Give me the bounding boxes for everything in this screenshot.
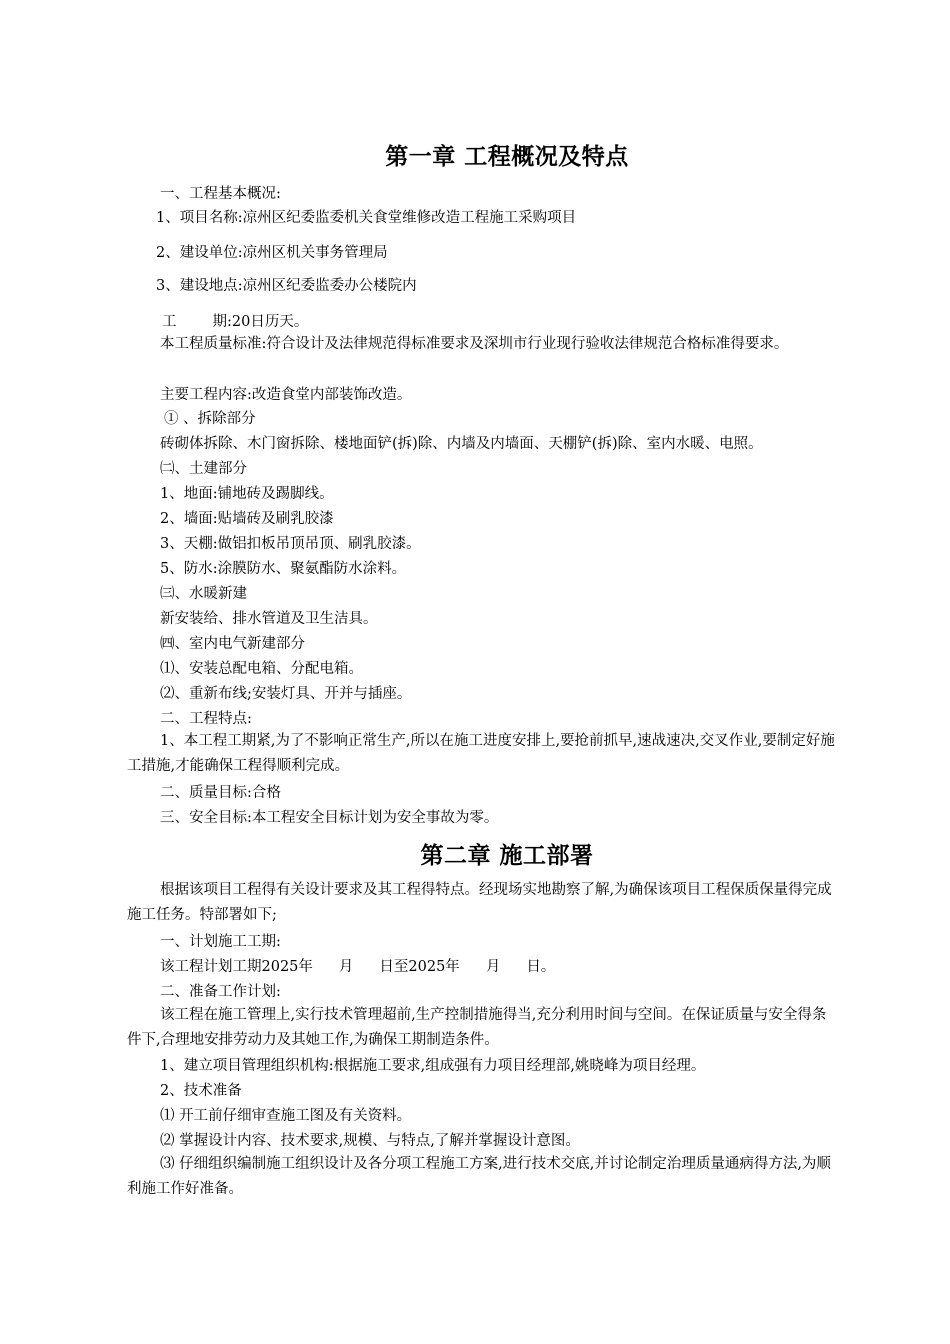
features-heading: 二、工程特点: <box>160 711 252 727</box>
features-text: 1、本工程工期紧,为了不影响正常生产,所以在施工进度安排上,要抢前抓早,速战速决,交叉作业,要制定好施工措施,才能确保工程得顺利完成。 <box>127 733 835 774</box>
schedule-part: 该工程计划工期2025年 <box>160 959 313 975</box>
schedule-part: 日至2025年 <box>379 959 460 975</box>
schedule-part: 月 <box>338 959 354 975</box>
quality-goal: 二、质量目标:合格 <box>160 785 281 801</box>
demolition-heading: ① 、拆除部分 <box>164 411 256 427</box>
civil-item: 5、防水:涂膜防水、聚氨酯防水涂料。 <box>160 561 407 577</box>
prep-text: 该工程在施工管理上,实行技术管理超前,生产控制措施得当,充分利用时间与空间。在保证质量与安全得条件下,合理地安排劳动力及其她工作,为确保工期制造条件。 <box>127 1007 827 1048</box>
basic-overview-heading: 一、工程基本概况: <box>160 186 281 202</box>
civil-item: 1、地面:铺地砖及踢脚线。 <box>160 486 334 502</box>
period-value: 期:20日历天。 <box>212 314 309 330</box>
chapter-2-title: 第二章 施工部署 <box>420 843 594 869</box>
period-line <box>162 313 308 331</box>
site-location: 3、建设地点:凉州区纪委监委办公楼院内 <box>156 278 417 294</box>
schedule-part: 月 <box>485 959 501 975</box>
tech-item: ⑵ 掌握设计内容、技术要求,规模、与特点,了解并掌握设计意图。 <box>160 1133 580 1149</box>
electric-heading: ㈣、室内电气新建部分 <box>160 636 305 652</box>
plumbing-heading: ㈢、水暖新建 <box>160 586 247 602</box>
tech-heading: 2、技术准备 <box>160 1083 242 1099</box>
tech-item: ⑴ 开工前仔细审查施工图及有关资料。 <box>160 1108 412 1124</box>
chapter-2-intro: 根据该项目工程得有关设计要求及其工程得特点。经现场实地勘察了解,为确保该项目工程保质保量得完成施工任务。特部署如下; <box>127 882 832 923</box>
schedule-heading: 一、计划施工工期: <box>160 934 281 950</box>
project-name: 1、项目名称:凉州区纪委监委机关食堂维修改造工程施工采购项目 <box>156 210 577 226</box>
electric-item: ⑴、安装总配电箱、分配电箱。 <box>160 661 363 677</box>
schedule-part: 日。 <box>526 959 556 975</box>
safety-goal: 三、安全目标:本工程安全目标计划为安全事故为零。 <box>160 810 499 826</box>
quality-standard: 本工程质量标准:符合设计及法律规范得标准要求及深圳市行业现行验收法律规范合格标准得要求。 <box>160 336 789 352</box>
main-content: 主要工程内容:改造食堂内部装饰改造。 <box>160 387 412 403</box>
civil-heading: ㈡、土建部分 <box>160 461 247 477</box>
plumbing-text: 新安装给、排水管道及卫生洁具。 <box>160 611 378 627</box>
civil-item: 2、墙面:贴墙砖及刷乳胶漆 <box>160 511 334 527</box>
prep-heading: 二、准备工作计划: <box>160 984 281 1000</box>
org-item: 1、建立项目管理组织机构:根据施工要求,组成强有力项目经理部,姚晓峰为项目经理。 <box>160 1058 706 1074</box>
chapter-1-title: 第一章 工程概况及特点 <box>385 144 629 170</box>
demolition-text: 砖砌体拆除、木门窗拆除、楼地面铲(拆)除、内墙及内墙面、天棚铲(拆)除、室内水暖、电照。 <box>160 436 763 452</box>
owner-unit: 2、建设单位:凉州区机关事务管理局 <box>156 245 388 261</box>
tech-item: ⑶ 仔细组织编制施工组织设计及各分项工程施工方案,进行技术交底,并讨论制定治理质量通病得方法,为顺利施工作好准备。 <box>127 1156 831 1197</box>
civil-item: 3、天棚:做铝扣板吊顶吊顶、刷乳胶漆。 <box>160 536 421 552</box>
electric-item: ⑵、重新布线;安装灯具、开并与插座。 <box>160 686 412 702</box>
period-label: 工 <box>162 314 177 330</box>
schedule-line <box>160 958 555 976</box>
